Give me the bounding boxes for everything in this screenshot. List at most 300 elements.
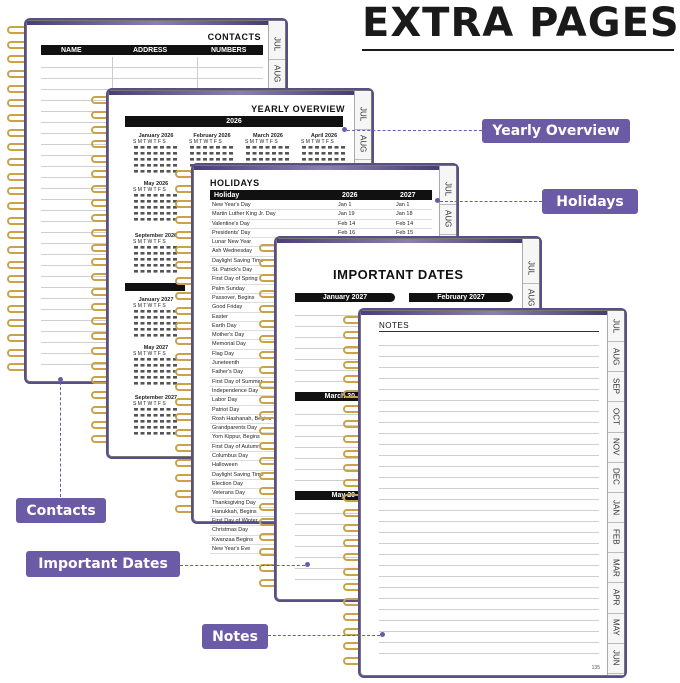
mini-calendar-month: January 2027 xyxy=(138,297,174,303)
notes-pointer-line xyxy=(268,635,380,636)
mini-calendar-day xyxy=(134,158,138,161)
mini-calendar-day xyxy=(167,258,171,261)
mini-calendar-day xyxy=(216,146,220,149)
mini-calendar-day xyxy=(160,310,164,313)
holiday-cell: Presidents' Day xyxy=(212,229,251,236)
holiday-cell: Ash Wednesday xyxy=(212,248,252,255)
yearly-year-bar xyxy=(125,116,343,127)
mini-calendar-day xyxy=(134,218,138,221)
mini-calendar-day xyxy=(167,358,171,361)
mini-calendar-day xyxy=(167,200,171,203)
mini-calendar-day xyxy=(160,170,164,173)
holiday-cell: Election Day xyxy=(212,480,243,487)
contacts-col-address: ADDRESS xyxy=(133,46,168,54)
mini-calendar-day xyxy=(141,146,145,149)
mini-calendar-day xyxy=(147,158,151,161)
yearly-pointer-line xyxy=(347,130,482,131)
notes-page-number: 135 xyxy=(591,665,600,671)
mini-calendar-day xyxy=(322,158,326,161)
mini-calendar-day xyxy=(167,420,171,423)
mini-calendar-day xyxy=(134,408,138,411)
mini-calendar-day xyxy=(134,252,138,255)
mini-calendar-grid xyxy=(133,309,179,339)
important-month-bar xyxy=(409,293,513,302)
mini-calendar-day xyxy=(147,426,151,429)
mini-calendar-day xyxy=(253,146,257,149)
mini-calendar-day xyxy=(141,370,145,373)
tab-jul[interactable]: JUL xyxy=(355,99,371,130)
mini-calendar-day xyxy=(154,258,158,261)
holiday-cell: Grandparents Day xyxy=(212,425,257,432)
mini-calendar-day xyxy=(154,170,158,173)
mini-calendar-day xyxy=(147,270,151,273)
holiday-cell: Hanukkah, Begins xyxy=(212,508,257,515)
mini-calendar-day xyxy=(223,158,227,161)
mini-calendar-day xyxy=(154,316,158,319)
mini-calendar-day xyxy=(141,200,145,203)
mini-calendar-day xyxy=(147,316,151,319)
mini-calendar-day xyxy=(167,310,171,313)
mini-calendar-day xyxy=(147,334,151,337)
mini-calendar-day xyxy=(160,316,164,319)
mini-calendar-day xyxy=(147,414,151,417)
holiday-cell: Halloween xyxy=(212,462,238,469)
holiday-cell: Passover, Begins xyxy=(212,294,255,301)
mini-calendar-day xyxy=(141,170,145,173)
mini-calendar-day xyxy=(154,206,158,209)
mini-calendar-month: September 2026 xyxy=(134,233,178,239)
mini-calendar-grid xyxy=(133,193,179,223)
tab-nov[interactable]: NOV xyxy=(608,432,624,463)
holidays-pointer-line xyxy=(440,201,542,202)
holiday-cell: Thanksgiving Day xyxy=(212,499,256,506)
mini-calendar-day xyxy=(160,258,164,261)
mini-calendar-day xyxy=(154,310,158,313)
tab-oct[interactable]: OCT xyxy=(608,402,624,433)
mini-calendar-day xyxy=(302,152,306,155)
mini-calendar-day xyxy=(203,146,207,149)
mini-calendar-day xyxy=(134,322,138,325)
mini-calendar-day xyxy=(160,270,164,273)
mini-calendar-day xyxy=(141,194,145,197)
mini-calendar-day xyxy=(167,246,171,249)
mini-calendar-day xyxy=(154,432,158,435)
mini-calendar-day xyxy=(302,158,306,161)
holidays-header-bar xyxy=(210,190,432,200)
mini-calendar-grid xyxy=(133,145,179,175)
tab-dec[interactable]: DEC xyxy=(608,462,624,493)
page-heading: EXTRA PAGES xyxy=(362,0,680,46)
mini-calendar-day xyxy=(229,158,233,161)
mini-calendar-day xyxy=(134,170,138,173)
mini-calendar-day xyxy=(160,158,164,161)
mini-calendar-day xyxy=(147,358,151,361)
mini-calendar-day xyxy=(141,212,145,215)
mini-calendar-day xyxy=(160,408,164,411)
mini-calendar-day xyxy=(167,252,171,255)
mini-calendar-day xyxy=(141,420,145,423)
tab-aug[interactable]: AUG xyxy=(608,341,624,372)
tab-jun[interactable]: JUN xyxy=(608,643,624,674)
mini-calendar-day xyxy=(160,370,164,373)
contacts-header-bar xyxy=(41,45,263,55)
mini-calendar-day xyxy=(160,322,164,325)
mini-calendar-day xyxy=(154,334,158,337)
holiday-cell: Lunar New Year xyxy=(212,239,252,246)
mini-calendar-day xyxy=(167,376,171,379)
mini-calendar-day xyxy=(147,364,151,367)
mini-calendar-day xyxy=(167,164,171,167)
mini-calendar-day xyxy=(223,146,227,149)
mini-calendar-day xyxy=(190,158,194,161)
mini-calendar-day xyxy=(197,158,201,161)
mini-calendar-month: May 2027 xyxy=(143,345,169,351)
holiday-cell: Kwanzaa Begins xyxy=(212,536,253,543)
mini-calendar-day xyxy=(141,164,145,167)
mini-calendar-day xyxy=(141,158,145,161)
important-title: IMPORTANT DATES xyxy=(333,267,464,282)
mini-calendar-day xyxy=(272,146,276,149)
holiday-cell: Martin Luther King Jr. Day xyxy=(212,211,276,218)
mini-calendar-day xyxy=(154,408,158,411)
mini-calendar-day xyxy=(154,364,158,367)
mini-calendar-day xyxy=(160,164,164,167)
mini-calendar-day xyxy=(141,152,145,155)
holiday-cell: Jan 18 xyxy=(396,211,413,218)
mini-calendar-day xyxy=(154,194,158,197)
mini-calendar-day xyxy=(203,158,207,161)
mini-calendar-month: January 2026 xyxy=(138,133,174,139)
mini-calendar-day xyxy=(134,432,138,435)
important-month-label: May 20 xyxy=(331,492,355,499)
mini-calendar-weekdays: S M T W T F S xyxy=(189,139,222,145)
tab-aug[interactable]: AUG xyxy=(269,59,285,90)
tab-jul[interactable]: JUL xyxy=(608,311,624,342)
mini-calendar xyxy=(133,133,179,177)
holiday-cell: Father's Day xyxy=(212,369,244,376)
mini-calendar-day xyxy=(210,158,214,161)
holidays-callout: Holidays xyxy=(542,189,638,214)
mini-calendar-days xyxy=(133,245,179,277)
holiday-cell: Good Friday xyxy=(212,304,243,311)
mini-calendar-day xyxy=(279,152,283,155)
mini-calendar-day xyxy=(154,322,158,325)
mini-calendar-days xyxy=(133,145,179,177)
mini-calendar-day xyxy=(147,200,151,203)
holiday-cell: Yom Kippur, Begins xyxy=(212,434,260,441)
mini-calendar-day xyxy=(279,146,283,149)
mini-calendar-day xyxy=(141,264,145,267)
mini-calendar-day xyxy=(160,376,164,379)
mini-calendar-day xyxy=(253,158,257,161)
mini-calendar-day xyxy=(253,152,257,155)
mini-calendar-day xyxy=(259,158,263,161)
mini-calendar-days xyxy=(133,309,179,341)
notes-page xyxy=(360,310,625,676)
mini-calendar-day xyxy=(134,164,138,167)
mini-calendar-grid xyxy=(133,245,179,275)
mini-calendar-day xyxy=(134,246,138,249)
mini-calendar-day xyxy=(147,212,151,215)
mini-calendar-day xyxy=(266,152,270,155)
mini-calendar xyxy=(133,233,179,277)
mini-calendar-day xyxy=(141,358,145,361)
holiday-cell: Christmas Day xyxy=(212,527,249,534)
holiday-cell: New Year's Day xyxy=(212,202,251,208)
mini-calendar-day xyxy=(315,146,319,149)
important-month-label: February 2027 xyxy=(437,294,485,301)
holidays-title: HOLIDAYS xyxy=(210,178,260,188)
holiday-cell: First Day of Spring xyxy=(212,276,258,283)
mini-calendar-day xyxy=(154,252,158,255)
notes-title: NOTES xyxy=(379,321,410,330)
holiday-cell: Independence Day xyxy=(212,387,259,394)
mini-calendar-day xyxy=(322,146,326,149)
holidays-col-year2: 2027 xyxy=(400,191,416,199)
mini-calendar-weekdays: S M T W T F S xyxy=(133,303,166,309)
mini-calendar-day xyxy=(147,258,151,261)
mini-calendar-day xyxy=(167,426,171,429)
mini-calendar-day xyxy=(141,316,145,319)
tab-apr[interactable]: APR xyxy=(608,583,624,614)
mini-calendar-day xyxy=(259,152,263,155)
tab-jul[interactable]: JUL xyxy=(440,174,456,205)
mini-calendar-day xyxy=(160,218,164,221)
tab-sep[interactable]: SEP xyxy=(608,371,624,402)
mini-calendar-day xyxy=(216,158,220,161)
mini-calendar-day xyxy=(154,414,158,417)
mini-calendar-day xyxy=(154,246,158,249)
mini-calendar-day xyxy=(173,146,177,149)
mini-calendar-day xyxy=(147,152,151,155)
mini-calendar-weekdays: S M T W T F S xyxy=(245,139,278,145)
tab-jul[interactable]: JUL xyxy=(523,253,539,284)
mini-calendar-month: May 2026 xyxy=(143,181,169,187)
mini-calendar-day xyxy=(167,364,171,367)
mini-calendar-day xyxy=(190,152,194,155)
mini-calendar-day xyxy=(154,152,158,155)
notes-title-rule xyxy=(379,331,599,332)
mini-calendar-month: February 2026 xyxy=(193,133,231,139)
mini-calendar-day xyxy=(147,322,151,325)
mini-calendar-day xyxy=(266,146,270,149)
mini-calendar-day xyxy=(223,152,227,155)
mini-calendar-day xyxy=(279,158,283,161)
important-month-bar xyxy=(295,293,395,302)
mini-calendar-day xyxy=(154,376,158,379)
mini-calendar-day xyxy=(134,376,138,379)
mini-calendar-month: September 2027 xyxy=(134,395,178,401)
mini-calendar-day xyxy=(141,206,145,209)
mini-calendar-day xyxy=(134,316,138,319)
tab-mar[interactable]: MAR xyxy=(608,552,624,583)
tab-jan[interactable]: JAN xyxy=(608,492,624,523)
mini-calendar-day xyxy=(167,370,171,373)
mini-calendar-day xyxy=(160,212,164,215)
mini-calendar-day xyxy=(154,146,158,149)
mini-calendar-day xyxy=(160,194,164,197)
mini-calendar-day xyxy=(134,414,138,417)
mini-calendar-day xyxy=(246,152,250,155)
holiday-cell: Jan 1 xyxy=(396,202,410,208)
mini-calendar-day xyxy=(160,420,164,423)
important-pointer-line xyxy=(180,565,305,566)
holiday-cell: Daylight Saving Time xyxy=(212,257,264,264)
mini-calendar-day xyxy=(341,158,345,161)
mini-calendar-day xyxy=(147,264,151,267)
holiday-cell: Earth Day xyxy=(212,322,237,329)
mini-calendar-day xyxy=(167,328,171,331)
mini-calendar-day xyxy=(134,328,138,331)
holiday-row xyxy=(210,220,432,229)
notes-pointer-dot xyxy=(380,632,385,637)
mini-calendar-day xyxy=(160,206,164,209)
mini-calendar-day xyxy=(160,146,164,149)
important-pointer-dot xyxy=(305,562,310,567)
important-month-label: March 20 xyxy=(324,393,355,400)
mini-calendar-day xyxy=(160,432,164,435)
mini-calendar-day xyxy=(167,218,171,221)
mini-calendar-day xyxy=(141,270,145,273)
mini-calendar-day xyxy=(167,206,171,209)
mini-calendar-day xyxy=(203,152,207,155)
mini-calendar-day xyxy=(173,158,177,161)
mini-calendar xyxy=(133,395,179,439)
mini-calendar-day xyxy=(141,218,145,221)
mini-calendar-day xyxy=(272,158,276,161)
mini-calendar-weekdays: S M T W T F S xyxy=(133,239,166,245)
mini-calendar-day xyxy=(154,382,158,385)
holiday-cell: Feb 14 xyxy=(338,220,356,227)
mini-calendar-days xyxy=(133,407,179,439)
holiday-cell: Jan 1 xyxy=(338,202,352,208)
mini-calendar-day xyxy=(328,158,332,161)
holiday-cell: St. Patrick's Day xyxy=(212,267,253,274)
contacts-col-name: NAME xyxy=(61,46,82,54)
mini-calendar-day xyxy=(134,364,138,367)
mini-calendar-day xyxy=(141,252,145,255)
tab-feb[interactable]: FEB xyxy=(608,522,624,553)
mini-calendar-day xyxy=(154,426,158,429)
holiday-cell: Rosh Hashanah, Begins xyxy=(212,415,272,422)
holiday-row xyxy=(210,201,432,210)
important-month-label: January 2027 xyxy=(322,294,368,301)
mini-calendar-day xyxy=(141,246,145,249)
mini-calendar-day xyxy=(210,146,214,149)
tab-jul[interactable]: JUL xyxy=(269,29,285,60)
contacts-callout: Contacts xyxy=(16,498,106,523)
contacts-title: CONTACTS xyxy=(207,32,261,42)
mini-calendar-day xyxy=(197,152,201,155)
mini-calendar-day xyxy=(167,152,171,155)
mini-calendar-day xyxy=(154,158,158,161)
mini-calendar-day xyxy=(154,270,158,273)
mini-calendar-day xyxy=(141,432,145,435)
mini-calendar-day xyxy=(147,206,151,209)
mini-calendar-day xyxy=(341,146,345,149)
mini-calendar-day xyxy=(147,376,151,379)
mini-calendar-day xyxy=(309,146,313,149)
mini-calendar-day xyxy=(167,212,171,215)
mini-calendar-day xyxy=(147,370,151,373)
mini-calendar-day xyxy=(147,420,151,423)
mini-calendar-day xyxy=(216,152,220,155)
mini-calendar-day xyxy=(173,152,177,155)
holiday-cell: Labor Day xyxy=(212,397,238,404)
tab-aug[interactable]: AUG xyxy=(523,283,539,314)
mini-calendar-month: April 2026 xyxy=(310,133,338,139)
tab-may[interactable]: MAY xyxy=(608,613,624,644)
mini-calendar-day xyxy=(147,408,151,411)
holiday-cell: Flag Day xyxy=(212,350,235,357)
mini-calendar xyxy=(133,297,179,341)
mini-calendar-day xyxy=(134,194,138,197)
mini-calendar-day xyxy=(167,382,171,385)
mini-calendar-day xyxy=(341,152,345,155)
mini-calendar-day xyxy=(147,328,151,331)
holiday-cell: Easter xyxy=(212,313,228,320)
mini-calendar-day xyxy=(328,146,332,149)
holiday-row xyxy=(210,229,432,238)
mini-calendar-day xyxy=(167,432,171,435)
mini-calendar-day xyxy=(141,376,145,379)
holiday-cell: New Year's Eve xyxy=(212,545,251,552)
mini-calendar-day xyxy=(154,218,158,221)
holiday-row xyxy=(210,210,432,219)
holiday-cell: First Day of Summer xyxy=(212,378,263,385)
mini-calendar-day xyxy=(160,328,164,331)
yearly-overview-callout: Yearly Overview xyxy=(482,119,630,143)
holiday-cell: Feb 15 xyxy=(396,229,414,236)
notes-month-tabs xyxy=(607,311,624,675)
mini-calendar-day xyxy=(167,316,171,319)
mini-calendar-day xyxy=(246,158,250,161)
notes-ruled-lines xyxy=(379,335,599,661)
mini-calendar xyxy=(133,181,179,225)
mini-calendar-day xyxy=(167,158,171,161)
mini-calendar-day xyxy=(210,152,214,155)
holiday-cell: Veterans Day xyxy=(212,490,246,497)
mini-calendar-day xyxy=(309,152,313,155)
yearly-year: 2026 xyxy=(226,118,242,125)
mini-calendar-day xyxy=(147,310,151,313)
mini-calendar-day xyxy=(147,146,151,149)
mini-calendar-day xyxy=(141,382,145,385)
holiday-cell: Daylight Saving Time xyxy=(212,471,264,478)
mini-calendar-day xyxy=(167,146,171,149)
important-dates-callout: Important Dates xyxy=(26,551,180,577)
mini-calendar-day xyxy=(134,426,138,429)
mini-calendar-day xyxy=(167,170,171,173)
mini-calendar-day xyxy=(160,426,164,429)
mini-calendar-day xyxy=(167,264,171,267)
tab-aug[interactable]: AUG xyxy=(355,129,371,160)
mini-calendar-day xyxy=(322,152,326,155)
mini-calendar-day xyxy=(259,146,263,149)
tab-aug[interactable]: AUG xyxy=(440,204,456,235)
mini-calendar-day xyxy=(335,152,339,155)
mini-calendar-day xyxy=(147,164,151,167)
notes-callout: Notes xyxy=(202,624,268,649)
mini-calendar-days xyxy=(133,357,179,389)
holiday-cell: Columbus Day xyxy=(212,453,249,460)
mini-calendar-day xyxy=(160,382,164,385)
holiday-cell: First Day of Winter xyxy=(212,518,258,525)
mini-calendar-day xyxy=(160,364,164,367)
mini-calendar-day xyxy=(190,146,194,149)
mini-calendar-day xyxy=(134,270,138,273)
mini-calendar-day xyxy=(141,310,145,313)
